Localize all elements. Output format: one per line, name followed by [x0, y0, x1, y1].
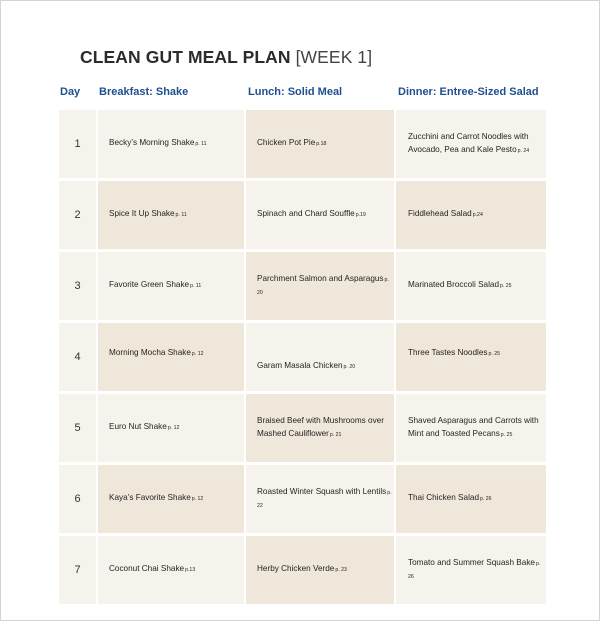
page-ref: p. 25 [500, 431, 513, 438]
day-number: 6 [59, 465, 96, 533]
dinner-cell [396, 252, 546, 320]
lunch-cell [246, 323, 394, 391]
day-number: 1 [59, 110, 96, 178]
page-ref: p. 26 [480, 496, 492, 503]
dinner-cell [396, 536, 546, 604]
dinner-cell [396, 465, 546, 533]
breakfast-cell [98, 465, 244, 533]
dinner-cell [396, 110, 546, 178]
lunch-cell [246, 394, 394, 462]
meal-name: Shaved Asparagus and Carrots with Mint and Toasted Pecans [408, 416, 539, 438]
meal-name: Kaya’s Favorite Shake [109, 493, 191, 503]
day-number: 2 [59, 181, 96, 249]
title-week: [WEEK 1] [295, 47, 373, 67]
page-ref: p. 25 [500, 283, 512, 290]
title-main: CLEAN GUT MEAL PLAN [80, 47, 291, 67]
page-ref: p. 11 [195, 141, 207, 148]
header-day: Day [60, 86, 81, 98]
breakfast-cell [98, 181, 244, 249]
meal-name: Herby Chicken Verde [257, 564, 335, 574]
meal-name: Becky’s Morning Shake [109, 138, 195, 148]
meal-name: Three Tastes Noodles [408, 348, 488, 357]
meal-name: Thai Chicken Salad [408, 493, 479, 503]
meal-name: Morning Mocha Shake [109, 348, 191, 357]
day-number: 4 [59, 323, 96, 391]
meal-name: Euro Nut Shake [109, 422, 167, 432]
breakfast-cell [98, 252, 244, 320]
page-ref: p. 20 [343, 364, 356, 370]
page-ref: p. 23 [335, 567, 347, 574]
breakfast-cell [98, 394, 244, 462]
page-title [80, 47, 372, 68]
page-ref: p. 20 [257, 276, 389, 296]
page-ref: p. 24 [517, 147, 530, 154]
page-ref: p.13 [185, 567, 196, 574]
lunch-cell [246, 465, 394, 533]
dinner-cell [396, 181, 546, 249]
meal-name: Parchment Salmon and Asparagus [257, 273, 384, 283]
page-ref: p. 11 [175, 212, 187, 219]
meal-name: Spice It Up Shake [109, 209, 175, 219]
page-ref: p. 26 [408, 560, 541, 580]
breakfast-cell [98, 110, 244, 178]
meal-name: Favorite Green Shake [109, 280, 190, 290]
page-ref: p. 25 [488, 351, 501, 357]
dinner-cell [396, 323, 546, 391]
day-number: 7 [59, 536, 96, 604]
page-ref: p.24 [472, 212, 483, 219]
meal-name: Chicken Pot Pie [257, 138, 316, 148]
meal-name: Garam Masala Chicken [257, 361, 343, 370]
page-ref: p. 12 [191, 351, 204, 357]
meal-name: Roasted Winter Squash with Lentils [257, 486, 387, 496]
meal-name: Coconut Chai Shake [109, 564, 185, 574]
meal-name: Braised Beef with Mushrooms over Mashed Cauliflower [257, 416, 384, 438]
meal-name: Fiddlehead Salad [408, 209, 472, 219]
page-ref: p. 22 [257, 489, 392, 509]
day-number: 3 [59, 252, 96, 320]
dinner-cell [396, 394, 546, 462]
meal-name: Tomato and Summer Squash Bake [408, 557, 535, 567]
breakfast-cell [98, 323, 244, 391]
page-ref: p. 12 [167, 425, 180, 432]
lunch-cell [246, 110, 394, 178]
lunch-cell [246, 536, 394, 604]
meal-name: Zucchini and Carrot Noodles with Avocado, Pea and Kale Pesto [408, 132, 529, 154]
meal-name: Spinach and Chard Souffle [257, 209, 355, 219]
header-breakfast: Breakfast: Shake [99, 86, 189, 98]
header-lunch: Lunch: Solid Meal [248, 86, 343, 98]
page-ref: p. 12 [191, 496, 204, 503]
lunch-cell [246, 181, 394, 249]
lunch-cell [246, 252, 394, 320]
page-ref: p. 11 [190, 283, 202, 290]
page-ref: p.18 [316, 141, 327, 148]
header-dinner: Dinner: Entree-Sized Salad [398, 86, 539, 98]
meal-name: Marinated Broccoli Salad [408, 280, 500, 290]
day-number: 5 [59, 394, 96, 462]
page-ref: p.19 [355, 212, 366, 219]
page-ref: p. 21 [329, 431, 342, 438]
breakfast-cell [98, 536, 244, 604]
